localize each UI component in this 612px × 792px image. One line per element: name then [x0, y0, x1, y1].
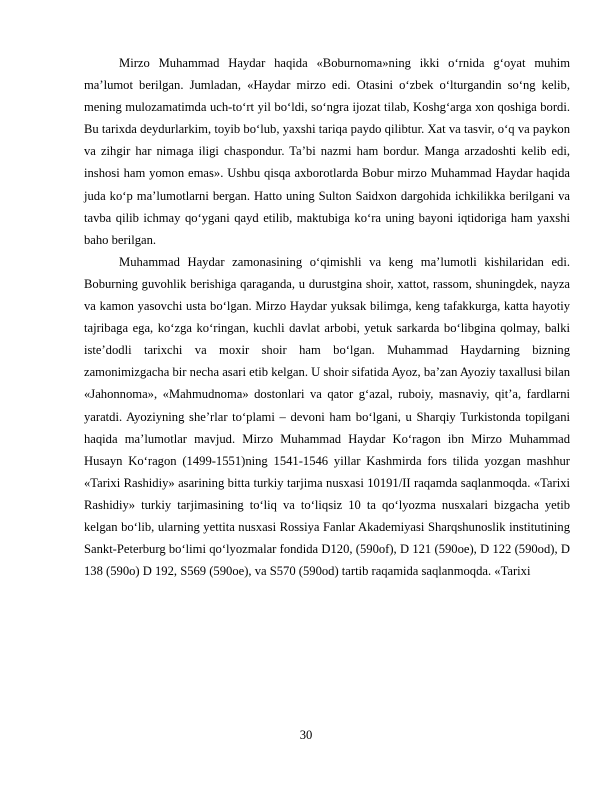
paragraph-2: Muhammad Haydar zamonasining o‘qimishli va keng ma’lumotli kishilaridan edi. Boburning guvohlik berishiga qaraganda, u durustgina shoir, xattot, rassom, shuningdek, nayza va kamon yasovchi usta bo‘lgan. Mirzo Haydar yuksak bilimga, keng tafakkurga, katta hayotiy tajribaga ega, ko‘zga ko‘ringan, kuchli davlat arbobi, yetuk sarkarda bo‘libgina qolmay, balki iste’dodli tarixchi va moxir shoir ham bo‘lgan. Muhammad Haydarning bizning zamonimizgacha bir necha asari etib kelgan. U shoir sifatida Ayoz, ba’zan Ayoziy taxallusi bilan «Jahonnoma», «Mahmudnoma» dostonlari va qator g‘azal, ruboiy, masnaviy, qit’a, fardlarni yaratdi. Ayoziyning she’rlar to‘plami – devoni ham bo‘lgani, u Sharqiy Turkistonda topilgani haqida ma’lumotlar mavjud. Mirzo Muhammad Haydar Ko‘ragon ibn Mirzo Muhammad Husayn Ko‘ragon (1499-1551)ning 1541-1546 yillar Kashmirda fors tilida yozgan mashhur «Tarixi Rashidiy» asarining bitta turkiy tarjima nusxasi 10191/II raqamda saqlanmoqda. «Tarixi Rashidiy» turkiy tarjimasining to‘liq va to‘liqsiz 10 ta qo‘lyozma nusxalari bizgacha yetib kelgan bo‘lib, ularning yettita nusxasi Rossiya Fanlar Akademiyasi Sharqshunoslik institutining Sankt-Peterburg bo‘limi qo‘lyozmalar fondida D120, (590of), D 121 (590oe), D 122 (590od), D 138 (590o) D 192, S569 (590oe), va S570 (590od) tartib raqamida saqlanmoqda. «Tarixi [84, 254, 570, 579]
paragraph-1: Mirzo Muhammad Haydar haqida «Boburnoma»ning ikki o‘rnida g‘oyat muhim ma’lumot berilgan. Jumladan, «Haydar mirzo edi. Otasini o‘zbek o‘lturgandin so‘ng kelib, mening mulozamatimda uch-to‘rt yil bo‘ldi, so‘ngra ijozat tilab, Koshg‘arga xon qoshiga bordi. Bu tarixda deydurlarkim, toyib bo‘lub, yaxshi tariqa paydo qilibtur. Xat va tasvir, o‘q va paykon va zihgir har nimaga iligi chaspondur. Ta’bi nazmi ham bordur. Manga arzadoshti kelib edi, inshosi ham yomon emas». Ushbu qisqa axborotlarda Bobur mirzo Muhammad Haydar haqida juda ko‘p ma’lumotlarni bergan. Hatto uning Sulton Saidxon dargohida ichkilikka berilgani va tavba qilib ichmay qo‘ygani qayd etilib, maktubiga ko‘ra uning bayoni iqtidoriga ham yaxshi baho berilgan. [84, 56, 570, 247]
document-page [84, 52, 570, 582]
page-number: 30 [299, 728, 313, 742]
